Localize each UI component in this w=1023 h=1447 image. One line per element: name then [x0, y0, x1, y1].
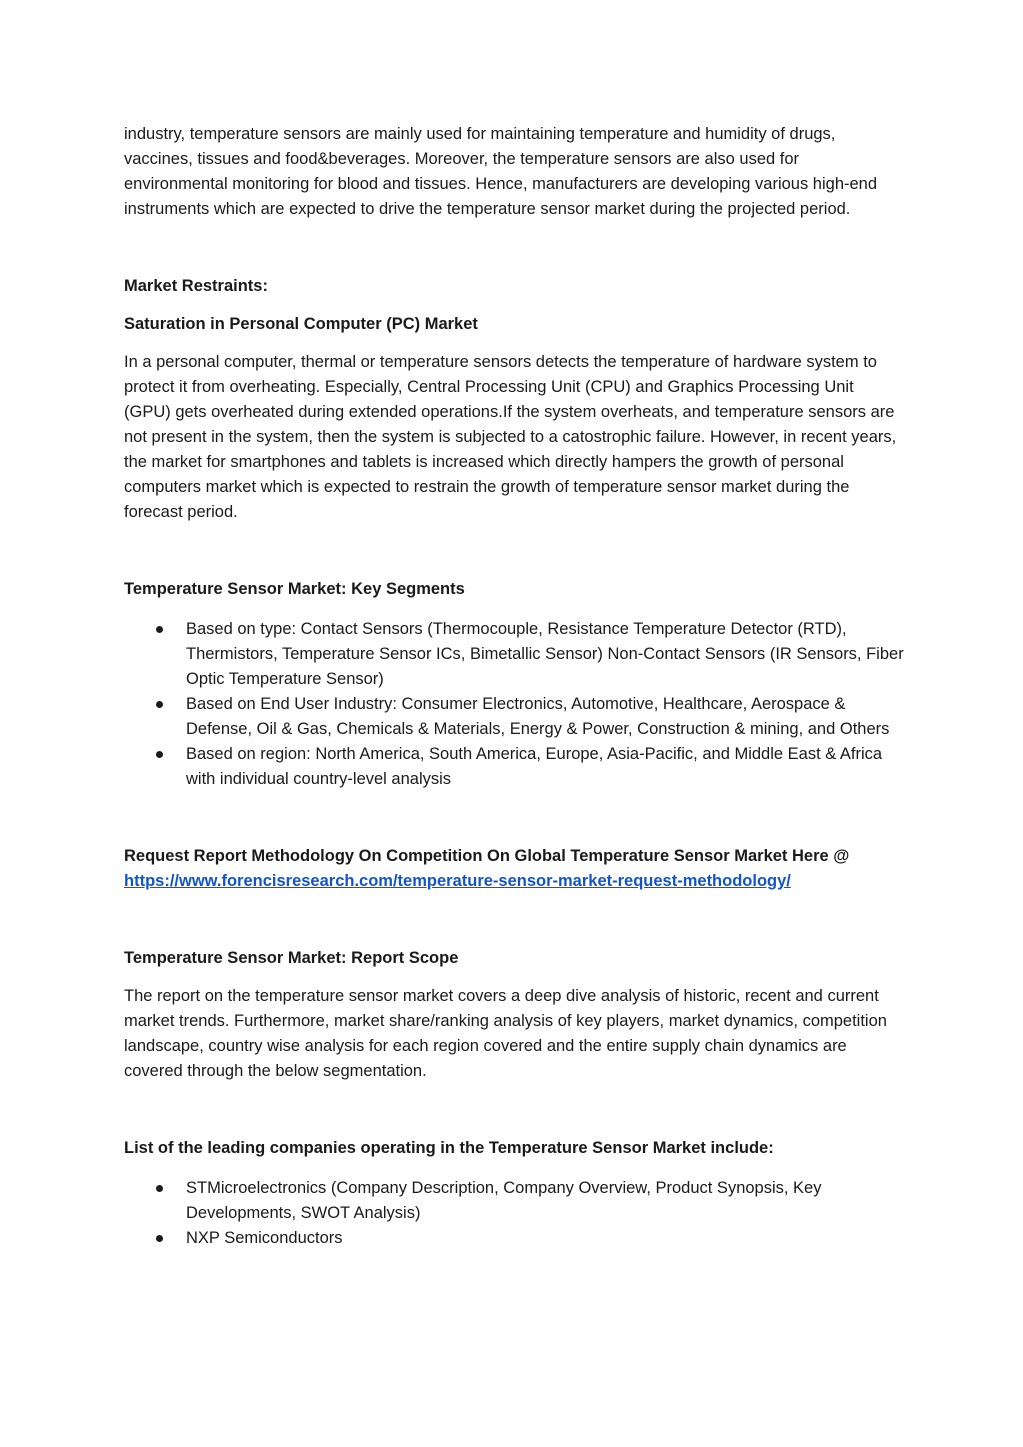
- document-page: [124, 122, 904, 1251]
- key-segments-heading: Temperature Sensor Market: Key Segments: [124, 580, 465, 598]
- pc-saturation-subheading: Saturation in Personal Computer (PC) Market: [124, 315, 478, 333]
- request-methodology-text: [124, 844, 904, 894]
- list-item: [124, 617, 904, 692]
- key-segments-list: [124, 617, 904, 792]
- leading-companies-heading: List of the leading companies operating in the Temperature Sensor Market include:: [124, 1139, 774, 1157]
- restraints-paragraph: In a personal computer, thermal or temperature sensors detects the temperature of hardware system to protect it from overheating. Especially, Central Processing Unit (CPU) and Graphics Processing Unit (GPU) gets overheated during extended operations.If the system overheats, and temperature sensors are not present in the system, then the system is subjected to a catostrophic failure. However, in recent years, the market for smartphones and tablets is increased which directly hampers the growth of personal computers market which is expected to restrain the growth of temperature sensor market during the forecast period.: [124, 353, 897, 521]
- bullet-icon: [156, 626, 163, 633]
- bullet-icon: [156, 751, 163, 758]
- leading-companies-list: [124, 1176, 904, 1251]
- list-item: [124, 692, 904, 742]
- list-item-text: STMicroelectronics (Company Description, Company Overview, Product Synopsis, Key Developments, SWOT Analysis): [186, 1179, 822, 1222]
- bullet-icon: [156, 701, 163, 708]
- list-item-text: Based on region: North America, South America, Europe, Asia-Pacific, and Middle East & Africa with individual country-level analysis: [186, 745, 883, 788]
- list-item: [124, 742, 904, 792]
- list-item-text: NXP Semiconductors: [186, 1229, 343, 1247]
- bullet-icon: [156, 1235, 163, 1242]
- report-scope-heading: Temperature Sensor Market: Report Scope: [124, 949, 459, 967]
- list-item-text: Based on type: Contact Sensors (Thermocouple, Resistance Temperature Detector (RTD), Thermistors, Temperature Sensor ICs, Bimetallic Sensor) Non-Contact Sensors (IR Sensors, Fiber Optic Temperature Sensor): [186, 620, 904, 688]
- market-restraints-heading: Market Restraints:: [124, 277, 268, 295]
- list-item: [124, 1226, 904, 1251]
- report-scope-paragraph: The report on the temperature sensor market covers a deep dive analysis of historic, recent and current market trends. Furthermore, market share/ranking analysis of key players, market dynamics, competition landscape, country wise analysis for each region covered and the entire supply chain dynamics are covered through the below segmentation.: [124, 987, 887, 1080]
- request-text: Request Report Methodology On Competition On Global Temperature Sensor Market Here @: [124, 847, 850, 865]
- list-item-text: Based on End User Industry: Consumer Electronics, Automotive, Healthcare, Aerospace & Defense, Oil & Gas, Chemicals & Materials, Energy & Power, Construction & mining, and Others: [186, 695, 890, 738]
- intro-paragraph: industry, temperature sensors are mainly used for maintaining temperature and humidity of drugs, vaccines, tissues and food&beverages. Moreover, the temperature sensors are also used for environmental monitoring for blood and tissues. Hence, manufacturers are developing various high-end instruments which are expected to drive the temperature sensor market during the projected period.: [124, 125, 878, 218]
- request-methodology-link[interactable]: https://www.forencisresearch.com/temperature-sensor-market-request-methodology/: [124, 872, 791, 890]
- list-item: [124, 1176, 904, 1226]
- bullet-icon: [156, 1185, 163, 1192]
